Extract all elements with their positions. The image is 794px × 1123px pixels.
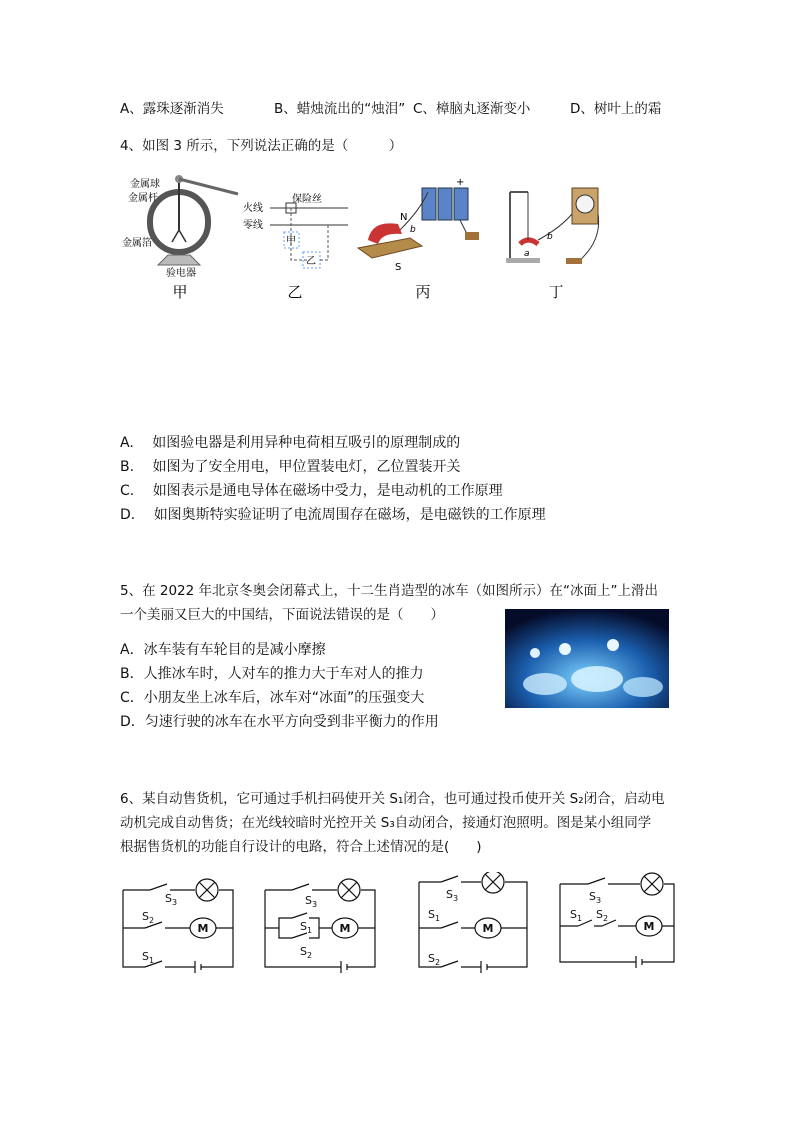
label-b-2: b bbox=[547, 232, 553, 242]
caption-bing: 丙 bbox=[415, 283, 431, 301]
wooden-base bbox=[358, 238, 422, 258]
q6-stem-line2: 动机完成自动售货；在光线较暗时光控开关 S₃自动闭合，接通灯泡照明。图是某小组同学 bbox=[120, 815, 652, 831]
label-b: b bbox=[410, 225, 416, 235]
motor-label: M bbox=[339, 922, 351, 935]
label-n-pole: N bbox=[400, 212, 408, 223]
label-fuse: 保险丝 bbox=[292, 194, 322, 205]
q6-circuits bbox=[115, 872, 685, 982]
electroscope-foil bbox=[172, 230, 186, 242]
svg-text:S2: $S_2$ bbox=[596, 908, 609, 923]
electroscope-base bbox=[158, 255, 200, 265]
q5-stem-line1: 5、在 2022 年北京冬奥会闭幕式上，十二生肖造型的冰车（如图所示）在“冰面上”上滑出 bbox=[120, 583, 659, 599]
svg-text:S1: $S_1$ bbox=[570, 908, 583, 923]
ice-car-photo bbox=[505, 609, 669, 708]
svg-text:S1: $S_1$ bbox=[428, 908, 441, 923]
svg-text:S2: $S_2$ bbox=[300, 945, 313, 960]
q4-figures bbox=[110, 170, 680, 305]
q4-option-d bbox=[120, 506, 546, 524]
motor-label: M bbox=[482, 922, 494, 935]
label-metal-foil: 金属箔 bbox=[122, 238, 152, 249]
q4-option-c bbox=[120, 482, 503, 500]
q3-option-d: D、树叶上的霜 bbox=[570, 101, 662, 117]
svg-text:S2: $S_2$ bbox=[428, 952, 441, 967]
svg-text:S1: $S_1$ bbox=[300, 920, 313, 935]
ice-car-1 bbox=[523, 673, 567, 695]
option-text: 如图为了安全用电，甲位置装电灯，乙位置装开关 bbox=[152, 459, 461, 475]
label-a: a bbox=[524, 249, 530, 259]
caption-ding: 丁 bbox=[548, 283, 564, 301]
q5-stem-line2: 一个美丽又巨大的中国结，下面说法错误的是（ ） bbox=[120, 607, 444, 623]
battery-2 bbox=[438, 188, 452, 220]
figure-motor-experiment bbox=[358, 177, 479, 301]
lamp-cross bbox=[199, 882, 215, 898]
q3-option-a: A、露珠逐渐消失 bbox=[120, 101, 224, 117]
q4-option-a bbox=[120, 434, 460, 452]
option-text: 如图验电器是利用异种电荷相互吸引的原理制成的 bbox=[152, 435, 461, 451]
q6-stem-line1: 6、某自动售货机，它可通过手机扫码使开关 S₁闭合，也可通过投币使开关 S₂闭合，启动电 bbox=[120, 791, 665, 807]
q5-option-d: D．匀速行驶的冰车在水平方向受到非平衡力的作用 bbox=[120, 714, 439, 730]
figure-electroscope bbox=[122, 175, 238, 301]
option-text: 如图奥斯特实验证明了电流周围存在磁场，是电磁铁的工作原理 bbox=[153, 507, 546, 523]
performer-2 bbox=[607, 639, 619, 651]
switch bbox=[465, 232, 479, 240]
label-neutral-wire: 零线 bbox=[243, 220, 263, 231]
battery-1 bbox=[422, 188, 436, 220]
svg-text:S2: $S_2$ bbox=[142, 910, 155, 925]
q4-stem: 4、如图 3 所示，下列说法正确的是（ ） bbox=[120, 138, 403, 154]
caption-yi: 乙 bbox=[287, 283, 303, 301]
q4-option-b bbox=[120, 458, 461, 476]
circuit-b bbox=[265, 879, 375, 973]
box-label-yi: 乙 bbox=[306, 256, 316, 267]
option-letter: D. bbox=[120, 507, 136, 523]
performer-1 bbox=[559, 643, 571, 655]
battery-3 bbox=[454, 188, 468, 220]
stand-base bbox=[506, 258, 540, 263]
label-plus: + bbox=[456, 177, 465, 188]
label-metal-rod: 金属杆 bbox=[128, 193, 158, 204]
label-s-pole: S bbox=[395, 262, 402, 273]
caption-jia: 甲 bbox=[172, 283, 188, 301]
motor-label: M bbox=[197, 922, 209, 935]
motor-label: M bbox=[643, 920, 655, 933]
q3-option-c: C、樟脑丸逐渐变小 bbox=[413, 101, 531, 117]
return-wire bbox=[320, 225, 328, 260]
performer-3 bbox=[530, 648, 540, 658]
circuit-a bbox=[123, 879, 233, 973]
q5-option-b: B．人推冰车时，人对车的推力大于车对人的推力 bbox=[120, 666, 424, 682]
q5-option-a: A．冰车装有车轮目的是减小摩擦 bbox=[120, 642, 326, 658]
label-metal-ball: 金属球 bbox=[130, 179, 160, 190]
q5-option-c: C．小朋友坐上冰车后，冰车对“冰面”的压强变大 bbox=[120, 690, 425, 706]
svg-text:S3: $S_3$ bbox=[446, 888, 459, 903]
box-label-jia: 甲 bbox=[286, 236, 296, 247]
ice-car-2 bbox=[571, 666, 623, 692]
figure-galvanometer bbox=[506, 188, 599, 301]
label-electroscope: 验电器 bbox=[166, 268, 196, 279]
u-magnet bbox=[520, 240, 538, 244]
label-live-wire: 火线 bbox=[243, 203, 263, 214]
option-text: 如图表示是通电导体在磁场中受力，是电动机的工作原理 bbox=[152, 483, 503, 499]
ice-car-photo-image bbox=[505, 609, 669, 708]
option-letter: C. bbox=[120, 483, 135, 499]
svg-text:S3: $S_3$ bbox=[589, 890, 602, 905]
switch-2 bbox=[566, 258, 582, 264]
ice-car-3 bbox=[623, 677, 663, 697]
svg-text:S1: $S_1$ bbox=[142, 950, 155, 965]
svg-text:S3: $S_3$ bbox=[305, 894, 318, 909]
option-letter: B. bbox=[120, 459, 135, 475]
svg-text:S3: $S_3$ bbox=[165, 892, 178, 907]
figure-wiring bbox=[243, 192, 348, 301]
q6-stem-line3: 根据售货机的功能自行设计的电路，符合上述情况的是( ) bbox=[120, 839, 482, 855]
option-letter: A. bbox=[120, 435, 134, 451]
q3-option-b: B、蜡烛流出的“烛泪” bbox=[274, 101, 406, 117]
galvanometer-dial bbox=[576, 195, 594, 213]
